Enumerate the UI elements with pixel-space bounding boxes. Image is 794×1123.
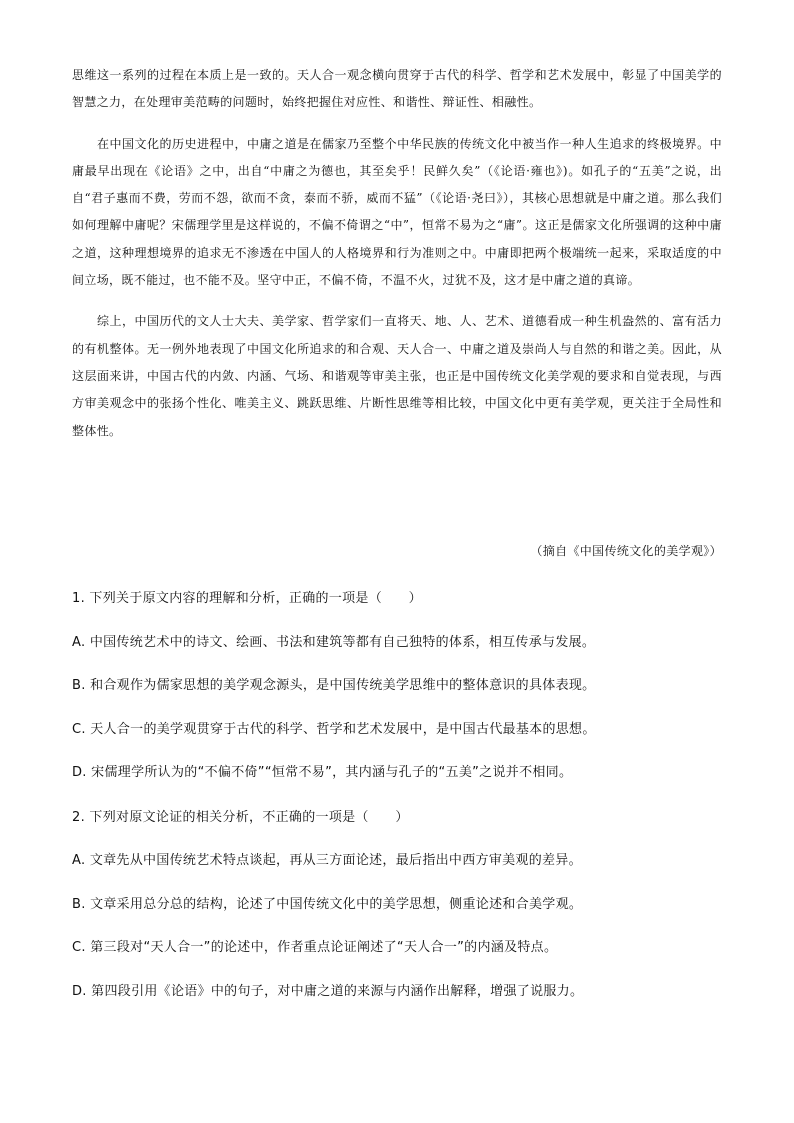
option-d: D. 第四段引用《论语》中的句子，对中庸之道的来源与内涵作出解释，增强了说服力。	[72, 983, 584, 999]
option-c: C. 天人合一的美学观贯穿于古代的科学、哲学和艺术发展中，是中国古代最基本的思想。	[72, 721, 596, 737]
option-a: A. 文章先从中国传统艺术特点谈起，再从三方面论述，最后指出中西方审美观的差异。	[72, 853, 582, 868]
passage	[72, 62, 722, 459]
question-list	[72, 589, 722, 1025]
question-stem: 2. 下列对原文论证的相关分析，不正确的一项是（ ）	[72, 809, 409, 825]
option-b: B. 和合观作为儒家思想的美学观念源头，是中国传统美学思维中的整体意识的具体表现。	[72, 678, 596, 693]
passage-paragraph-2: 在中国文化的历史进程中，中庸之道是在儒家乃至整个中华民族的传统文化中被当作一种人生追求的终极境界。中庸最早出现在《论语》之中，出自“中庸之为德也，其至矣乎！民鲜久矣”（《论语·雍也》)。如孔子的“五美”之说，出自“君子惠而不费，劳而不怨，欲而不贪，泰而不骄，威而不猛”（《论语·尧曰》），其核心思想就是中庸之道。那么我们如何理解中庸呢？宋儒理学里是这样说的，不偏不倚谓之“中”，恒常不易为之“庸”。这正是儒家文化所强调的这种中庸之道，这种理想境界的追求无不渗透在中国人的人格境界和行为准则之中。中庸即把两个极端统一起来，采取适度的中间立场，既不能过，也不能不及。坚守中正，不偏不倚，不温不火，过犹不及，这才是中庸之道的真谛。	[72, 136, 722, 288]
option-b: B. 文章采用总分总的结构，论述了中国传统文化中的美学思想，侧重论述和合美学观。	[72, 896, 583, 912]
question-1	[72, 589, 722, 807]
option-d: D. 宋儒理学所认为的“不偏不倚”“恒常不易”，其内涵与孔子的“五美”之说并不相同。	[72, 765, 573, 780]
option-a: A. 中国传统艺术中的诗文、绘画、书法和建筑等都有自己独特的体系，相互传承与发展。	[72, 634, 596, 650]
question-2	[72, 808, 722, 1026]
passage-paragraph-3: 综上，中国历代的文人士大夫、美学家、哲学家们一直将天、地、人、艺术、道德看成一种生机盎然的、富有活力的有机整体。无一例外地表现了中国文化所追求的和合观、天人合一、中庸之道及崇尚人与自然的和谐之美。因此，从这层面来讲，中国古代的内敛、内涵、气场、和谐观等审美主张，也正是中国传统文化美学观的要求和自觉表现，与西方审美观念中的张扬个性化、唯美主义、跳跃思维、片断性思维等相比较，中国文化中更有美学观，更关注于全局性和整体性。	[72, 314, 722, 438]
option-c: C. 第三段对“天人合一”的论述中，作者重点论证阐述了“天人合一”的内涵及特点。	[72, 940, 558, 955]
question-stem: 1. 下列关于原文内容的理解和分析，正确的一项是（ ）	[72, 591, 422, 606]
passage-source: （摘自《中国传统文化的美学观》）	[530, 544, 722, 558]
passage-paragraph-1: 思维这一系列的过程在本质上是一致的。天人合一观念横向贯穿于古代的科学、哲学和艺术发展中，彰显了中国美学的智慧之力，在处理审美范畴的问题时，始终把握住对应性、和谐性、辩证性、相融性。	[72, 68, 722, 110]
